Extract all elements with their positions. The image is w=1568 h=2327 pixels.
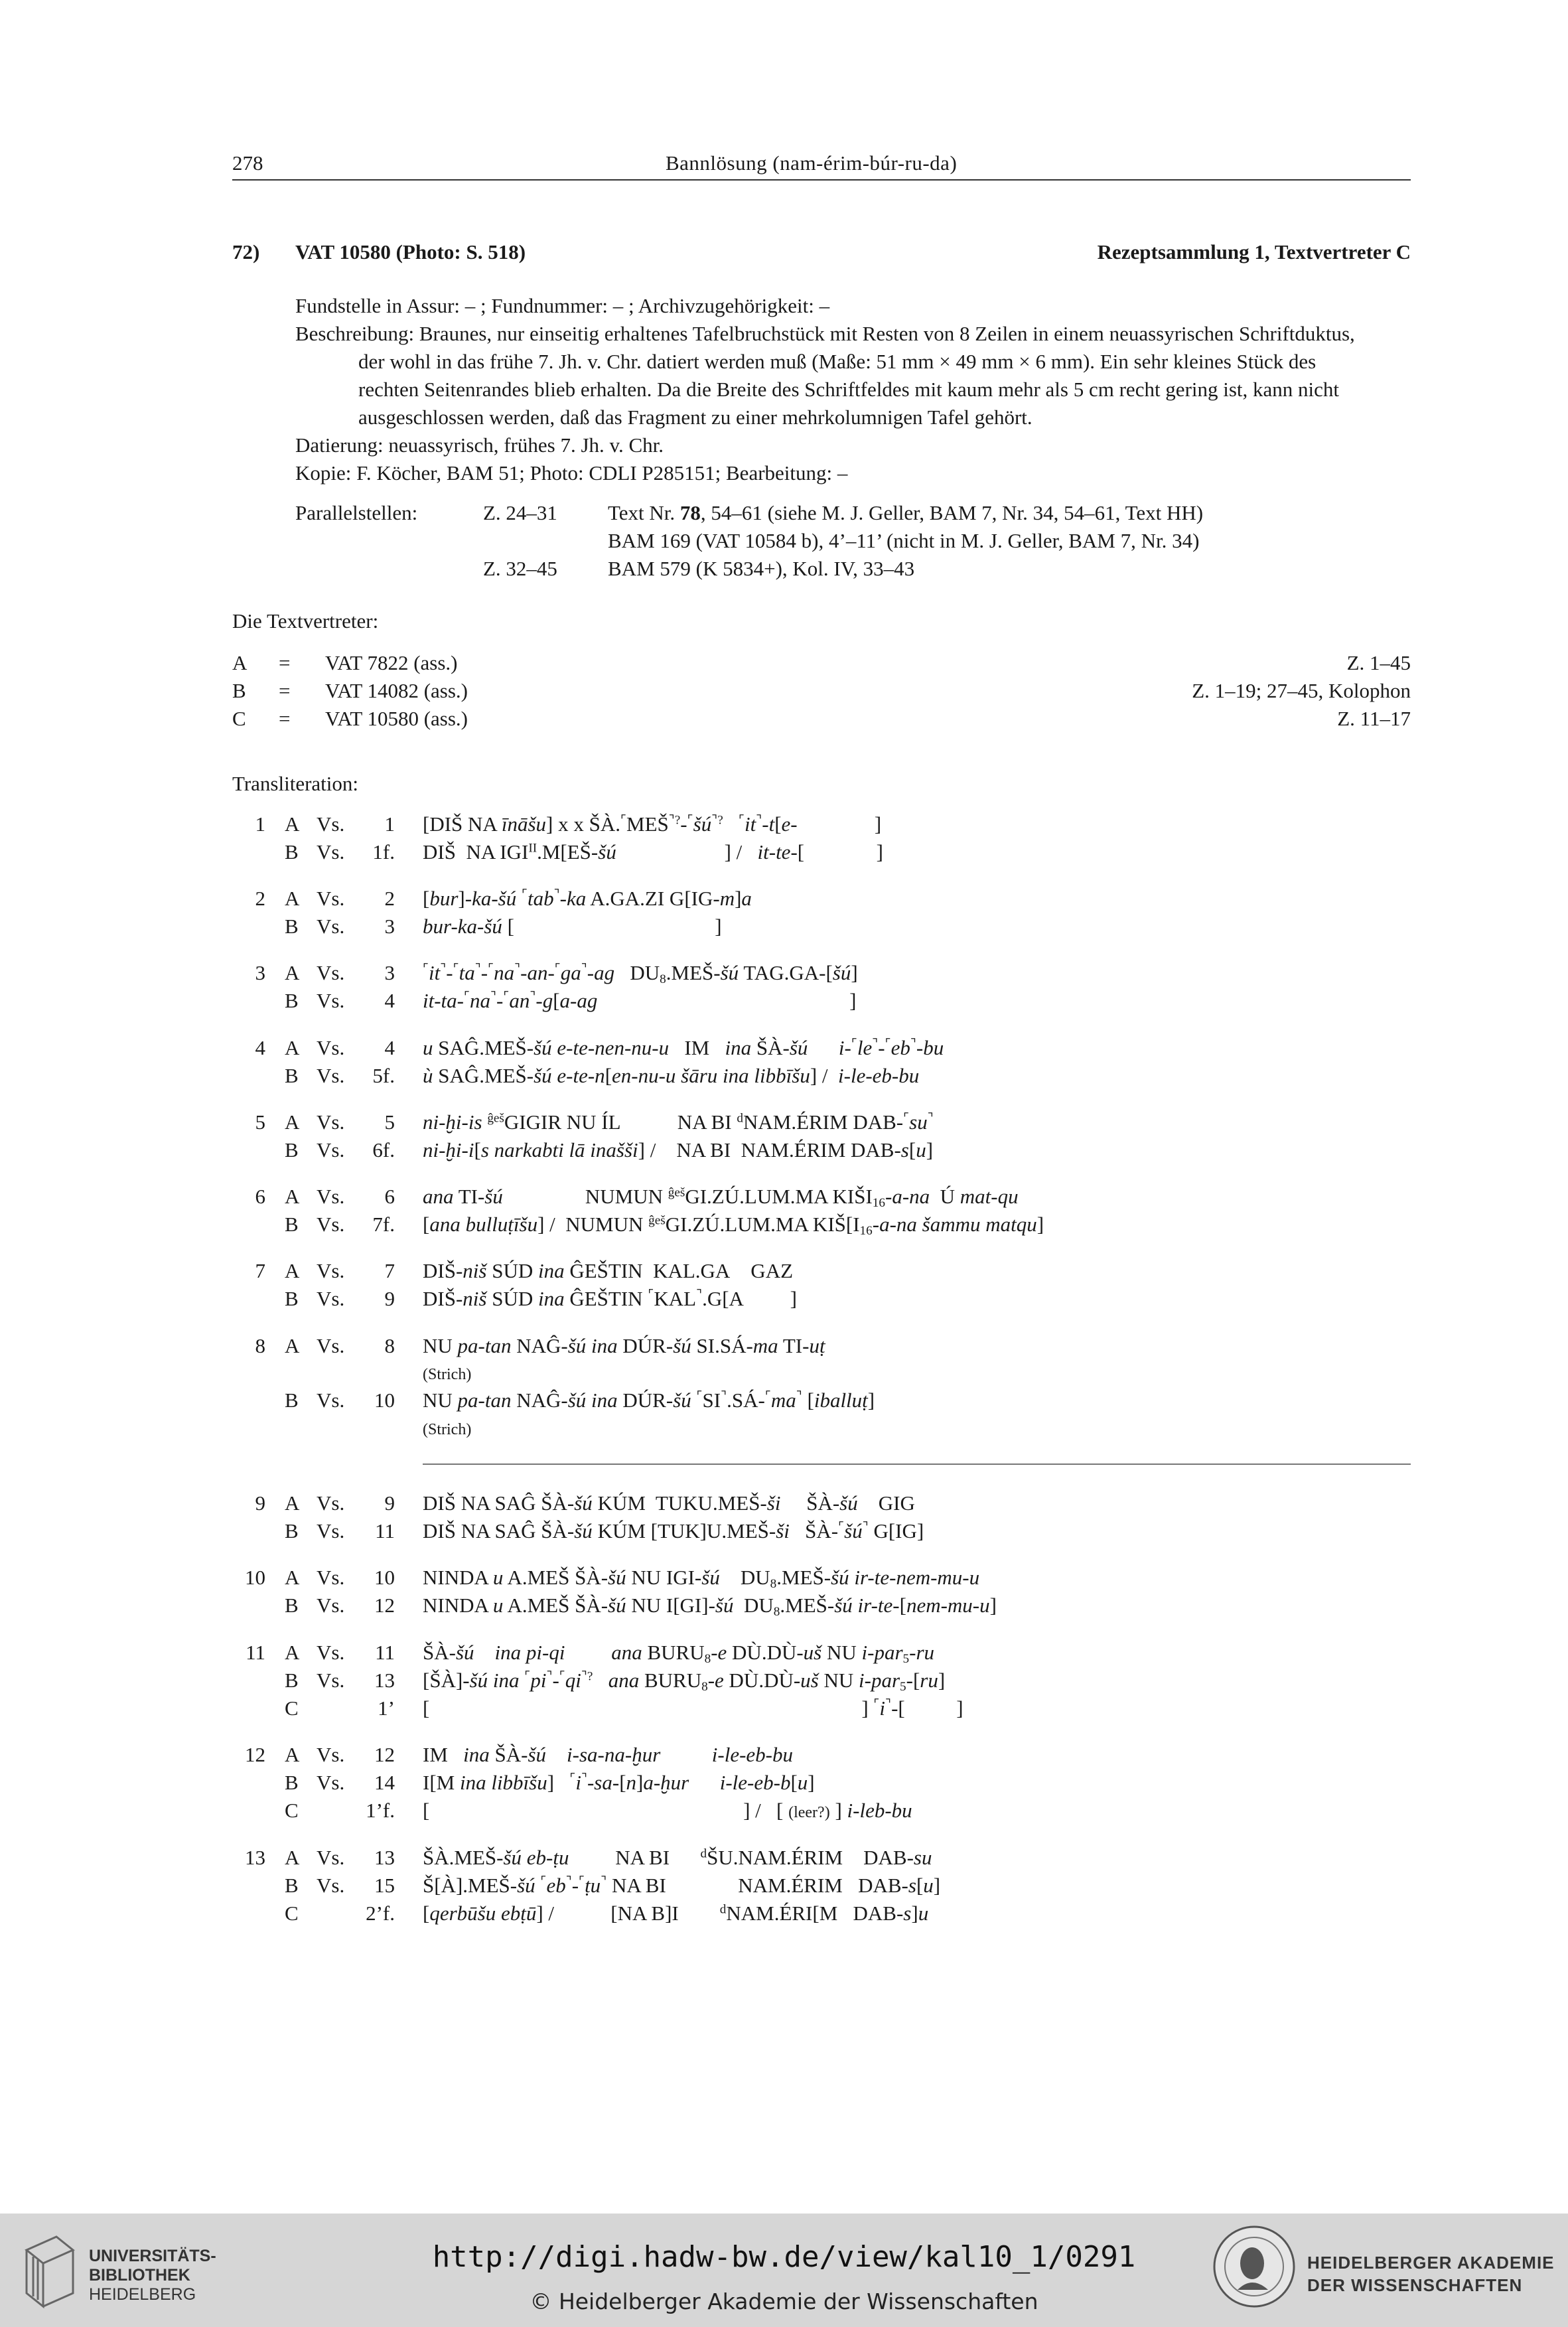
row-line-number: 15	[374, 1874, 395, 1897]
academy-name-line: DER WISSENSCHAFTEN	[1307, 2275, 1523, 2295]
witness-text: VAT 7822 (ass.)	[325, 651, 458, 674]
row-line-number: 1’	[378, 1696, 395, 1720]
parallel-ref: Text Nr. 78, 54–61 (siehe M. J. Geller, BAM 7, Nr. 34, 54–61, Text HH)	[608, 501, 1204, 524]
witness-siglum: C	[232, 707, 246, 730]
translit-line: DIŠ NA $IGI^{II}.M[EŠ-šú$ ] / it-te-[ ]	[423, 840, 883, 863]
parallel-ref: BAM 579 (K 5834+), Kol. IV, 33–43	[608, 557, 915, 580]
translit-line: bur-ka-šú [ ]	[423, 915, 722, 938]
datierung: Datierung: neuassyrisch, frühes 7. Jh. v. Chr.	[295, 433, 664, 457]
row-witness: A	[285, 1259, 300, 1282]
strich-note: (Strich)	[423, 1421, 472, 1438]
translit-line: NU pa-tan NAĜ-šú ina DÚR-šú ⌜SI⌝.SÁ-⌜ma⌝ [iballuṭ]	[423, 1389, 875, 1412]
score-line-number: 2	[255, 887, 265, 910]
translit-line: [ ] / [ (leer?) ] i-leb-bu	[423, 1799, 912, 1822]
witness-siglum: B	[232, 679, 246, 702]
row-line-number: 11	[375, 1519, 395, 1542]
row-side: Vs.	[317, 1491, 345, 1515]
row-side: Vs.	[317, 1259, 345, 1282]
row-witness: A	[285, 1566, 300, 1589]
row-side: Vs.	[317, 1519, 345, 1542]
score-line-number: 5	[255, 1110, 265, 1134]
row-line-number: 4	[384, 1036, 395, 1059]
witnesses-heading: Die Textvertreter:	[232, 609, 379, 633]
entry-title: VAT 10580 (Photo: S. 518)	[295, 240, 526, 263]
row-side: Vs.	[317, 840, 345, 863]
translit-line: [ana bulluṭīšu] / NUMUN $^{ĝeš}$GI.ZÚ.LUM.MA $KIŠ[I_{16}-a-na$ šammu matqu]	[423, 1213, 1044, 1238]
row-witness: B	[285, 1064, 299, 1087]
row-side: Vs.	[317, 1287, 345, 1310]
score-line-number: 9	[255, 1491, 265, 1515]
row-witness: A	[285, 1334, 300, 1357]
row-side: Vs.	[317, 1185, 345, 1208]
translit-line: ŠÀ-šú ina pi-qi ana $BURU_8-e$ DÙ.DÙ-uš NU i-par$_5$-ru	[423, 1641, 935, 1666]
translit-line: [ŠÀ]-šú ina ⌜pi⌝-⌜qi⌝? ana $BURU_8-e$ DÙ.DÙ-uš NU i-par$_5$-[ru]	[423, 1669, 946, 1694]
row-witness: C	[285, 1902, 299, 1925]
row-witness: B	[285, 1519, 299, 1542]
row-line-number: 10	[374, 1566, 395, 1589]
row-side: Vs.	[317, 1743, 345, 1766]
row-side: Vs.	[317, 1110, 345, 1134]
row-witness: A	[285, 812, 300, 836]
parallel-z: Z. 24–31	[483, 501, 557, 524]
row-side: Vs.	[317, 887, 345, 910]
parallel-z: Z. 32–45	[483, 557, 557, 580]
row-side: Vs.	[317, 1334, 345, 1357]
row-witness: A	[285, 1491, 300, 1515]
score-line-number: 10	[245, 1566, 265, 1589]
score-line-number: 8	[255, 1334, 265, 1357]
translit-line: ⌜it⌝-⌜ta⌝-⌜na⌝-an-⌜ga⌝-ag $DU_8.MEŠ-šú$ TAG.GA-[šú]	[423, 961, 858, 986]
row-line-number: 12	[374, 1594, 395, 1617]
row-witness: A	[285, 1036, 300, 1059]
row-witness: B	[285, 1287, 299, 1310]
row-line-number: 7f.	[372, 1213, 395, 1236]
row-witness: B	[285, 1771, 299, 1794]
row-line-number: 13	[374, 1669, 395, 1692]
score-line-number: 4	[255, 1036, 265, 1059]
translit-line: ni-ḫi-is $^{ĝeš}$GIGIR NU ÍL NA BI $^d$NAM.ÉRIM DAB-⌜su⌝	[423, 1110, 934, 1134]
row-line-number: 9	[384, 1491, 395, 1515]
row-side: Vs.	[317, 1874, 345, 1897]
row-side: Vs.	[317, 1213, 345, 1236]
row-witness: A	[285, 1185, 300, 1208]
witness-range: Z. 1–19; 27–45, Kolophon	[1192, 679, 1411, 702]
row-witness: B	[285, 1138, 299, 1162]
running-title: Bannlösung (nam-érim-búr-ru-da)	[666, 151, 958, 175]
academy-name	[1307, 2251, 1555, 2296]
row-side: Vs.	[317, 989, 345, 1012]
beschreibung-line-2: der wohl in das frühe 7. Jh. v. Chr. datiert werden muß (Maße: 51 mm × 49 mm × 6 mm). Ein sehr kleines Stück des	[358, 350, 1317, 373]
translit-line: ù SAĜ.MEŠ-šú e-te-n[en-nu-u šāru ina libbīšu] / i-le-eb-bu	[423, 1064, 920, 1087]
row-line-number: 11	[375, 1641, 395, 1664]
beschreibung-line-1: Beschreibung: Braunes, nur einseitig erhaltenes Tafelbruchstück mit Resten von 8 Zeilen in einem neuassyrischen Schriftduktus,	[295, 322, 1355, 345]
row-line-number: 12	[374, 1743, 395, 1766]
row-witness: A	[285, 961, 300, 984]
row-line-number: 6f.	[372, 1138, 395, 1162]
copyright-notice: © Heidelberger Akademie der Wissenschaften	[530, 2289, 1038, 2314]
row-side: Vs.	[317, 1064, 345, 1087]
translit-line: u SAĜ.MEŠ-šú e-te-nen-nu-u IM ina ŠÀ-šú i-⌜le⌝-⌜eb⌝-bu	[423, 1036, 944, 1059]
row-witness: B	[285, 1594, 299, 1617]
translit-line: it-ta-⌜na⌝-⌜an⌝-g[a-ag ]	[423, 989, 857, 1012]
row-side: Vs.	[317, 1594, 345, 1617]
translit-line: ni-ḫi-i[s narkabti lā inašši] / NA BI NAM.ÉRIM DAB-s[u]	[423, 1138, 934, 1162]
score-line-number: 13	[245, 1846, 265, 1869]
row-witness: B	[285, 840, 299, 863]
row-witness: A	[285, 1641, 300, 1664]
row-witness: A	[285, 1110, 300, 1134]
row-line-number: 2	[384, 887, 395, 910]
library-name-line: UNIVERSITÄTS-	[89, 2247, 216, 2265]
row-line-number: 5f.	[372, 1064, 395, 1087]
translit-line: DIŠ NA SAĜ ŠÀ-šú KÚM [TUK]U.MEŠ-ši ŠÀ-⌜šú⌝ G[IG]	[423, 1519, 924, 1542]
row-side: Vs.	[317, 1566, 345, 1589]
witness-range: Z. 1–45	[1346, 651, 1411, 674]
translit-line: ŠÀ.MEŠ-šú eb-ṭu NA BI $^d$ŠU.NAM.ÉRIM DAB-su	[423, 1846, 932, 1869]
permalink-url[interactable]: http://digi.hadw-bw.de/view/kal10_1/0291	[432, 2240, 1136, 2274]
witness-siglum: A	[232, 651, 248, 674]
translit-line: DIŠ-niš SÚD ina ĜEŠTIN ⌜KAL⌝.G[A ]	[423, 1287, 797, 1310]
witness-eq: =	[279, 679, 291, 702]
row-line-number: 4	[384, 989, 395, 1012]
translit-line: NU pa-tan NAĜ-šú ina DÚR-šú SI.SÁ-ma TI-uṭ	[423, 1334, 825, 1357]
entry-number: 72)	[232, 240, 260, 263]
row-witness: A	[285, 1846, 300, 1869]
row-line-number: 8	[384, 1334, 395, 1357]
academy-name-line: HEIDELBERGER AKADEMIE	[1307, 2253, 1555, 2273]
row-side: Vs.	[317, 1846, 345, 1869]
score-line-number: 1	[255, 812, 265, 836]
row-line-number: 9	[384, 1287, 395, 1310]
row-line-number: 1’f.	[366, 1799, 395, 1822]
row-line-number: 13	[374, 1846, 395, 1869]
translit-line: Š[À].MEŠ-šú ⌜eb⌝-⌜ṭu⌝ NA BI NAM.ÉRIM DAB-s[u]	[423, 1874, 941, 1897]
entry-right-title: Rezeptsammlung 1, Textvertreter C	[1097, 240, 1411, 263]
score-line-number: 6	[255, 1185, 265, 1208]
row-witness: B	[285, 1874, 299, 1897]
row-side: Vs.	[317, 961, 345, 984]
row-line-number: 3	[384, 961, 395, 984]
library-name-line: BIBLIOTHEK	[89, 2266, 190, 2285]
row-line-number: 10	[374, 1389, 395, 1412]
witness-eq: =	[279, 707, 291, 730]
row-line-number: 6	[384, 1185, 395, 1208]
row-side: Vs.	[317, 1138, 345, 1162]
witness-text: VAT 14082 (ass.)	[325, 679, 468, 702]
witness-text: VAT 10580 (ass.)	[325, 707, 468, 730]
translit-line: ana TI-šú NUMUN $^{ĝeš}$GI.ZÚ.LUM.MA $KIŠI_{16}-a-na$ Ú mat-qu	[423, 1185, 1019, 1210]
score-line-number: 3	[255, 961, 265, 984]
translit-line: NINDA u A.MEŠ ŠÀ-šú NU I[GI]-šú $DU_8.MEŠ-šú$ ir-te-[nem-mu-u]	[423, 1594, 997, 1619]
header-rule	[232, 179, 1411, 181]
row-witness: C	[285, 1799, 299, 1822]
row-witness: B	[285, 1213, 299, 1236]
translit-line: IM ina ŠÀ-šú i-sa-na-ḫur i-le-eb-bu	[423, 1743, 793, 1766]
witness-eq: =	[279, 651, 291, 674]
transliteration-heading: Transliteration:	[232, 772, 359, 795]
row-side: Vs.	[317, 1641, 345, 1664]
academy-seal-icon	[1211, 2223, 1297, 2310]
row-side: Vs.	[317, 1389, 345, 1412]
row-witness: C	[285, 1696, 299, 1720]
translit-line: NINDA u A.MEŠ ŠÀ-šú NU IGI-šú $DU_8.MEŠ-šú$ ir-te-nem-mu-u	[423, 1566, 980, 1591]
row-witness: A	[285, 1743, 300, 1766]
page-number: 278	[232, 151, 263, 175]
score-line-number: 11	[246, 1641, 265, 1664]
row-line-number: 3	[384, 915, 395, 938]
row-line-number: 2’f.	[366, 1902, 395, 1925]
translit-line: [bur]-ka-šú ⌜tab⌝-ka A.GA.ZI G[IG-m]a	[423, 887, 752, 910]
row-line-number: 1	[384, 812, 395, 836]
row-line-number: 14	[374, 1771, 395, 1794]
row-witness: B	[285, 1669, 299, 1692]
translit-line: DIŠ NA SAĜ ŠÀ-šú KÚM TUKU.MEŠ-ši ŠÀ-šú GIG	[423, 1491, 915, 1515]
section-rule	[423, 1464, 1411, 1465]
row-witness: B	[285, 915, 299, 938]
row-side: Vs.	[317, 1036, 345, 1059]
score-line-number: 12	[245, 1743, 265, 1766]
row-side: Vs.	[317, 1669, 345, 1692]
row-side: Vs.	[317, 915, 345, 938]
strich-note: (Strich)	[423, 1366, 472, 1383]
row-line-number: 1f.	[372, 840, 395, 863]
beschreibung-line-3: rechten Seitenrandes blieb erhalten. Da die Breite des Schriftfeldes mit kaum mehr als 5 cm recht gering ist, kann nicht	[358, 378, 1340, 401]
translit-line: [qerbūšu ebṭū] / [NA B]I $^d$NAM.ÉRI[M DAB-s]u	[423, 1902, 929, 1925]
translit-line: I[M ina libbīšu] ⌜i⌝-sa-[n]a-ḫur i-le-eb-b[u]	[423, 1771, 815, 1794]
kopie: Kopie: F. Köcher, BAM 51; Photo: CDLI P285151; Bearbeitung: –	[295, 461, 848, 485]
row-witness: B	[285, 989, 299, 1012]
witness-range: Z. 11–17	[1337, 707, 1411, 730]
score-line-number: 7	[255, 1259, 265, 1282]
parallel-ref: BAM 169 (VAT 10584 b), 4’–11’ (nicht in M. J. Geller, BAM 7, Nr. 34)	[608, 529, 1200, 552]
translit-line: [ ] ⌜i⌝-[ ]	[423, 1696, 963, 1720]
row-witness: A	[285, 887, 300, 910]
row-line-number: 5	[384, 1110, 395, 1134]
fundstelle: Fundstelle in Assur: – ; Fundnummer: – ; Archivzugehörigkeit: –	[295, 294, 830, 317]
translit-line: DIŠ-niš SÚD ina ĜEŠTIN KAL.GA GAZ	[423, 1259, 794, 1282]
row-line-number: 7	[384, 1259, 395, 1282]
translit-line: [DIŠ NA īnāšu] x x ŠÀ.⌜MEŠ⌝?-⌜šú⌝? ⌜it⌝-t[e- ]	[423, 812, 882, 836]
beschreibung-line-4: ausgeschlossen werden, daß das Fragment zu einer mehrkolumnigen Tafel gehört.	[358, 406, 1033, 429]
row-witness: B	[285, 1389, 299, 1412]
parallels-label: Parallelstellen:	[295, 501, 418, 524]
row-side: Vs.	[317, 1771, 345, 1794]
library-name-line: HEIDELBERG	[89, 2285, 196, 2304]
row-side: Vs.	[317, 812, 345, 836]
